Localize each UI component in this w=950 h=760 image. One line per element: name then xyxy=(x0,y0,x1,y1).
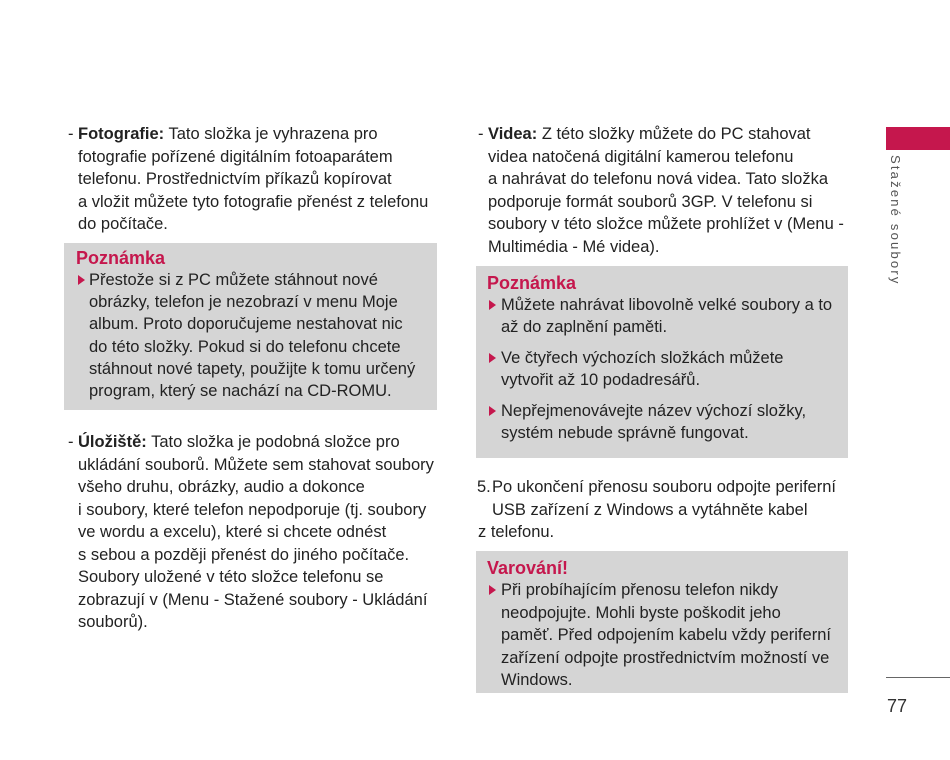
fotografie-line: telefonu. Prostřednictvím příkazů kopírovat xyxy=(78,170,392,188)
warning-line: zařízení odpojte prostřednictvím možností ve xyxy=(501,648,830,667)
note-heading: Poznámka xyxy=(487,273,577,293)
uloziste-first-line xyxy=(68,431,434,454)
note-line: Přestože si z PC můžete stáhnout nové xyxy=(89,271,378,289)
warning-line: Windows. xyxy=(501,671,573,689)
uloziste-line: ukládání souborů. Můžete sem stahovat soubory xyxy=(78,455,434,474)
triangle-right-icon xyxy=(489,300,496,310)
uloziste-paragraph xyxy=(68,431,434,634)
step-first-line xyxy=(477,476,836,499)
step-line: USB zařízení z Windows a vytáhněte kabel xyxy=(492,500,808,519)
videa-line: podporuje formát souborů 3GP. V telefonu si xyxy=(488,192,813,211)
note-line: Můžete nahrávat libovolně velké soubory a to xyxy=(501,296,833,314)
videa-line: soubory v této složce můžete prohlížet v (Menu - xyxy=(488,215,844,233)
note-bullet xyxy=(89,269,437,402)
fotografie-paragraph xyxy=(68,123,429,236)
triangle-right-icon xyxy=(489,353,496,363)
note-bullet xyxy=(501,400,848,444)
videa-text: Z této složky můžete do PC stahovat xyxy=(541,125,811,143)
fotografie-line: a vložit můžete tyto fotografie přenést z telefonu xyxy=(78,192,429,211)
videa-line: a nahrávat do telefonu nová videa. Tato složka xyxy=(488,170,829,188)
note-bullet xyxy=(501,294,848,338)
videa-paragraph xyxy=(478,123,844,258)
videa-line: Multimédia - Mé videa). xyxy=(488,237,660,256)
videa-term: Videa: xyxy=(488,125,538,143)
uloziste-line: všeho druhu, obrázky, audio a dokonce xyxy=(78,478,365,496)
note-box xyxy=(64,243,437,410)
uloziste-line: ve wordu a excelu), které si chcete odnést xyxy=(78,523,387,541)
warning-box xyxy=(476,551,848,693)
fotografie-line: do počítače. xyxy=(78,215,168,233)
warning-heading: Varování! xyxy=(487,558,569,578)
fotografie-text: Tato složka je vyhrazena pro xyxy=(168,125,378,143)
triangle-right-icon xyxy=(489,406,496,416)
warning-line: neodpojujte. Mohli byste poškodit jeho xyxy=(501,603,781,622)
fotografie-line: fotografie pořízené digitálním fotoaparátem xyxy=(78,147,393,166)
videa-first-line xyxy=(478,123,844,146)
step-line: z telefonu. xyxy=(478,523,555,541)
triangle-right-icon xyxy=(78,275,85,285)
note-box xyxy=(476,266,848,458)
note-line: obrázky, telefon je nezobrazí v menu Moje xyxy=(89,293,398,312)
note-line: stáhnout nové tapety, použijte k tomu určený xyxy=(89,359,416,378)
uloziste-line: souborů). xyxy=(78,613,148,631)
list-dash: - xyxy=(68,433,74,451)
note-line: vytvořit až 10 podadresářů. xyxy=(501,371,701,390)
page-number: 77 xyxy=(887,696,908,716)
note-line: program, který se nachází na CD-ROMU. xyxy=(89,381,392,400)
uloziste-line: zobrazují v (Menu - Stažené soubory - Ukládání xyxy=(78,590,428,609)
section-tab xyxy=(886,127,950,150)
uloziste-line: i soubory, které telefon nepodporuje (tj. soubory xyxy=(78,500,427,519)
step-5 xyxy=(477,476,836,544)
note-line: až do zaplnění paměti. xyxy=(501,318,668,337)
triangle-right-icon xyxy=(489,585,496,595)
page-number-divider xyxy=(886,677,950,678)
note-line: do této složky. Pokud si do telefonu chcete xyxy=(89,337,401,356)
uloziste-text: Tato složka je podobná složce pro xyxy=(151,433,400,451)
note-line: Ve čtyřech výchozích složkách můžete xyxy=(501,349,784,368)
step-number: 5. xyxy=(477,478,491,496)
warning-line: paměť. Před odpojením kabelu vždy periferní xyxy=(501,626,831,644)
note-line: Nepřejmenovávejte název výchozí složky, xyxy=(501,402,807,421)
note-line: album. Proto doporučujeme nestahovat nic xyxy=(89,315,403,334)
fotografie-term: Fotografie: xyxy=(78,125,165,143)
list-dash: - xyxy=(68,125,74,143)
uloziste-line: s sebou a později přenést do jiného počítače. xyxy=(78,545,410,564)
videa-line: videa natočená digitální kamerou telefonu xyxy=(488,147,794,166)
uloziste-term: Úložiště: xyxy=(78,433,147,451)
fotografie-first-line xyxy=(68,123,428,146)
note-bullet xyxy=(501,347,848,391)
uloziste-line: Soubory uložené v této složce telefonu se xyxy=(78,568,384,586)
step-text: Po ukončení přenosu souboru odpojte periferní xyxy=(492,478,836,496)
list-dash: - xyxy=(478,125,484,143)
note-heading: Poznámka xyxy=(76,248,166,268)
warning-bullet xyxy=(501,579,848,692)
warning-line: Při probíhajícím přenosu telefon nikdy xyxy=(501,581,778,599)
section-tab-label: Stažené soubory xyxy=(888,155,903,286)
note-line: systém nebude správně fungovat. xyxy=(501,424,749,443)
